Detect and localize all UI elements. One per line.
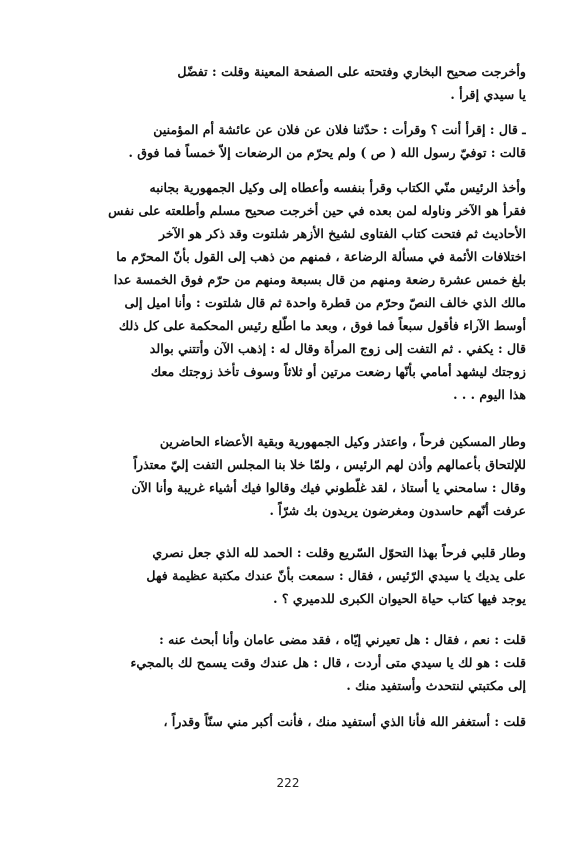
- text-line: ـ قال : إقرأ أنت ؟ وقرأت : حدّثنا فلان عن فلان عن عائشة أم المؤمنين: [153, 122, 526, 137]
- text-line: قلت : أستغفر الله فأنا الذي أستفيد منك ، فأنت أكبر مني سنّاً وقدراً ،: [163, 714, 526, 729]
- paragraph-6: [62, 628, 526, 697]
- text-line: مالك الذي خالف النصّ وحرّم من قطرة واحدة ثم قال شلتوت : وأنا اميل إلى: [124, 295, 526, 310]
- paragraph-2: [62, 118, 526, 164]
- text-line: قلت : هو لك يا سيدي متى أردت ، قال : هل عندك وقت يسمح لك بالمجيء: [130, 655, 526, 670]
- text-line: عرفت أنّهم حاسدون ومغرضون يريدون بك شرّاً .: [269, 503, 526, 518]
- text-line: يا سيدي إقرأ .: [450, 87, 526, 102]
- text-line: على يديك يا سيدي الرّئيس ، فقال : سمعت بأنّ عندك مكتبة عظيمة فهل: [146, 568, 526, 583]
- text-line: فقرأ هو الآخر وناوله لمن بعده في حين أخرجت صحيح مسلم وأطلعته على نفس: [108, 203, 526, 218]
- paragraph-7: [62, 710, 526, 733]
- paragraph-5: [62, 541, 526, 610]
- text-line: هذا اليوم . . .: [453, 387, 526, 402]
- text-line: وأخذ الرئيس منّي الكتاب وقرأ بنفسه وأعطاه إلى وكيل الجمهورية بجانبه: [149, 180, 526, 195]
- text-line: وأخرجت صحيح البخاري وفتحته على الصفحة المعينة وقلت : تفضّل: [177, 64, 526, 79]
- text-line: وقال : سامحني يا أستاذ ، لقد غلّطوني فيك وقالوا فيك أشياء غريبة وأنا الآن: [131, 480, 526, 495]
- text-line: وطار قلبي فرحاً بهذا التحوّل السّريع وقلت : الحمد لله الذي جعل نصري: [152, 545, 526, 560]
- paragraph-1: [62, 60, 526, 106]
- text-line: وطار المسكين فرحاً ، واعتذر وكيل الجمهورية وبقية الأعضاء الحاضرين: [159, 434, 526, 449]
- text-line: بلغ خمس عشرة رضعة ومنهم من قال بسبعة ومنهم من حرّم فوق الخمسة عدا: [113, 272, 526, 287]
- paragraph-4: [62, 430, 526, 522]
- text-line: الأحاديث ثم فتحت كتاب الفتاوى لشيخ الأزهر شلتوت وقد ذكر هو الآخر: [158, 226, 526, 241]
- page-number: 222: [276, 776, 300, 790]
- text-line: زوجتك ليشهد أمامي بأنّها رضعت مرتين أو ثلاثاً وسوف تأخذ زوجتك معك: [150, 364, 526, 379]
- paragraph-3: [62, 176, 526, 406]
- text-line: قال : يكفي . ثم التفت إلى زوج المرأة وقال له : إذهب الآن وأتتني بوالد: [149, 341, 526, 356]
- text-line: قلت : نعم ، فقال : هل تعيرني إيّاه ، فقد مضى عامان وأنا أبحث عنه :: [159, 632, 526, 647]
- text-line: يوجد فيها كتاب حياة الحيوان الكبرى للدميري ؟ .: [273, 591, 526, 606]
- text-line: أوسط الآراء فأقول سبعاً فما فوق ، وبعد ما اطّلع رئيس المحكمة على كل ذلك: [118, 318, 526, 333]
- text-line: إلى مكتبتي لنتحدث وأستفيد منك .: [346, 678, 526, 693]
- text-line: للإلتحاق بأعمالهم وأذن لهم الرئيس ، ولمّا خلا بنا المجلس التفت إليّ معتذراً: [133, 457, 526, 472]
- text-line: قالت : توفيّ رسول الله ( ص ) ولم يحرّم من الرضعات إلاّ خمساً فما فوق .: [128, 145, 526, 160]
- text-line: اختلافات الأئمة في مسألة الرضاعة ، فمنهم من ذهب إلى القول بأنّ المحرّم ما: [116, 249, 526, 264]
